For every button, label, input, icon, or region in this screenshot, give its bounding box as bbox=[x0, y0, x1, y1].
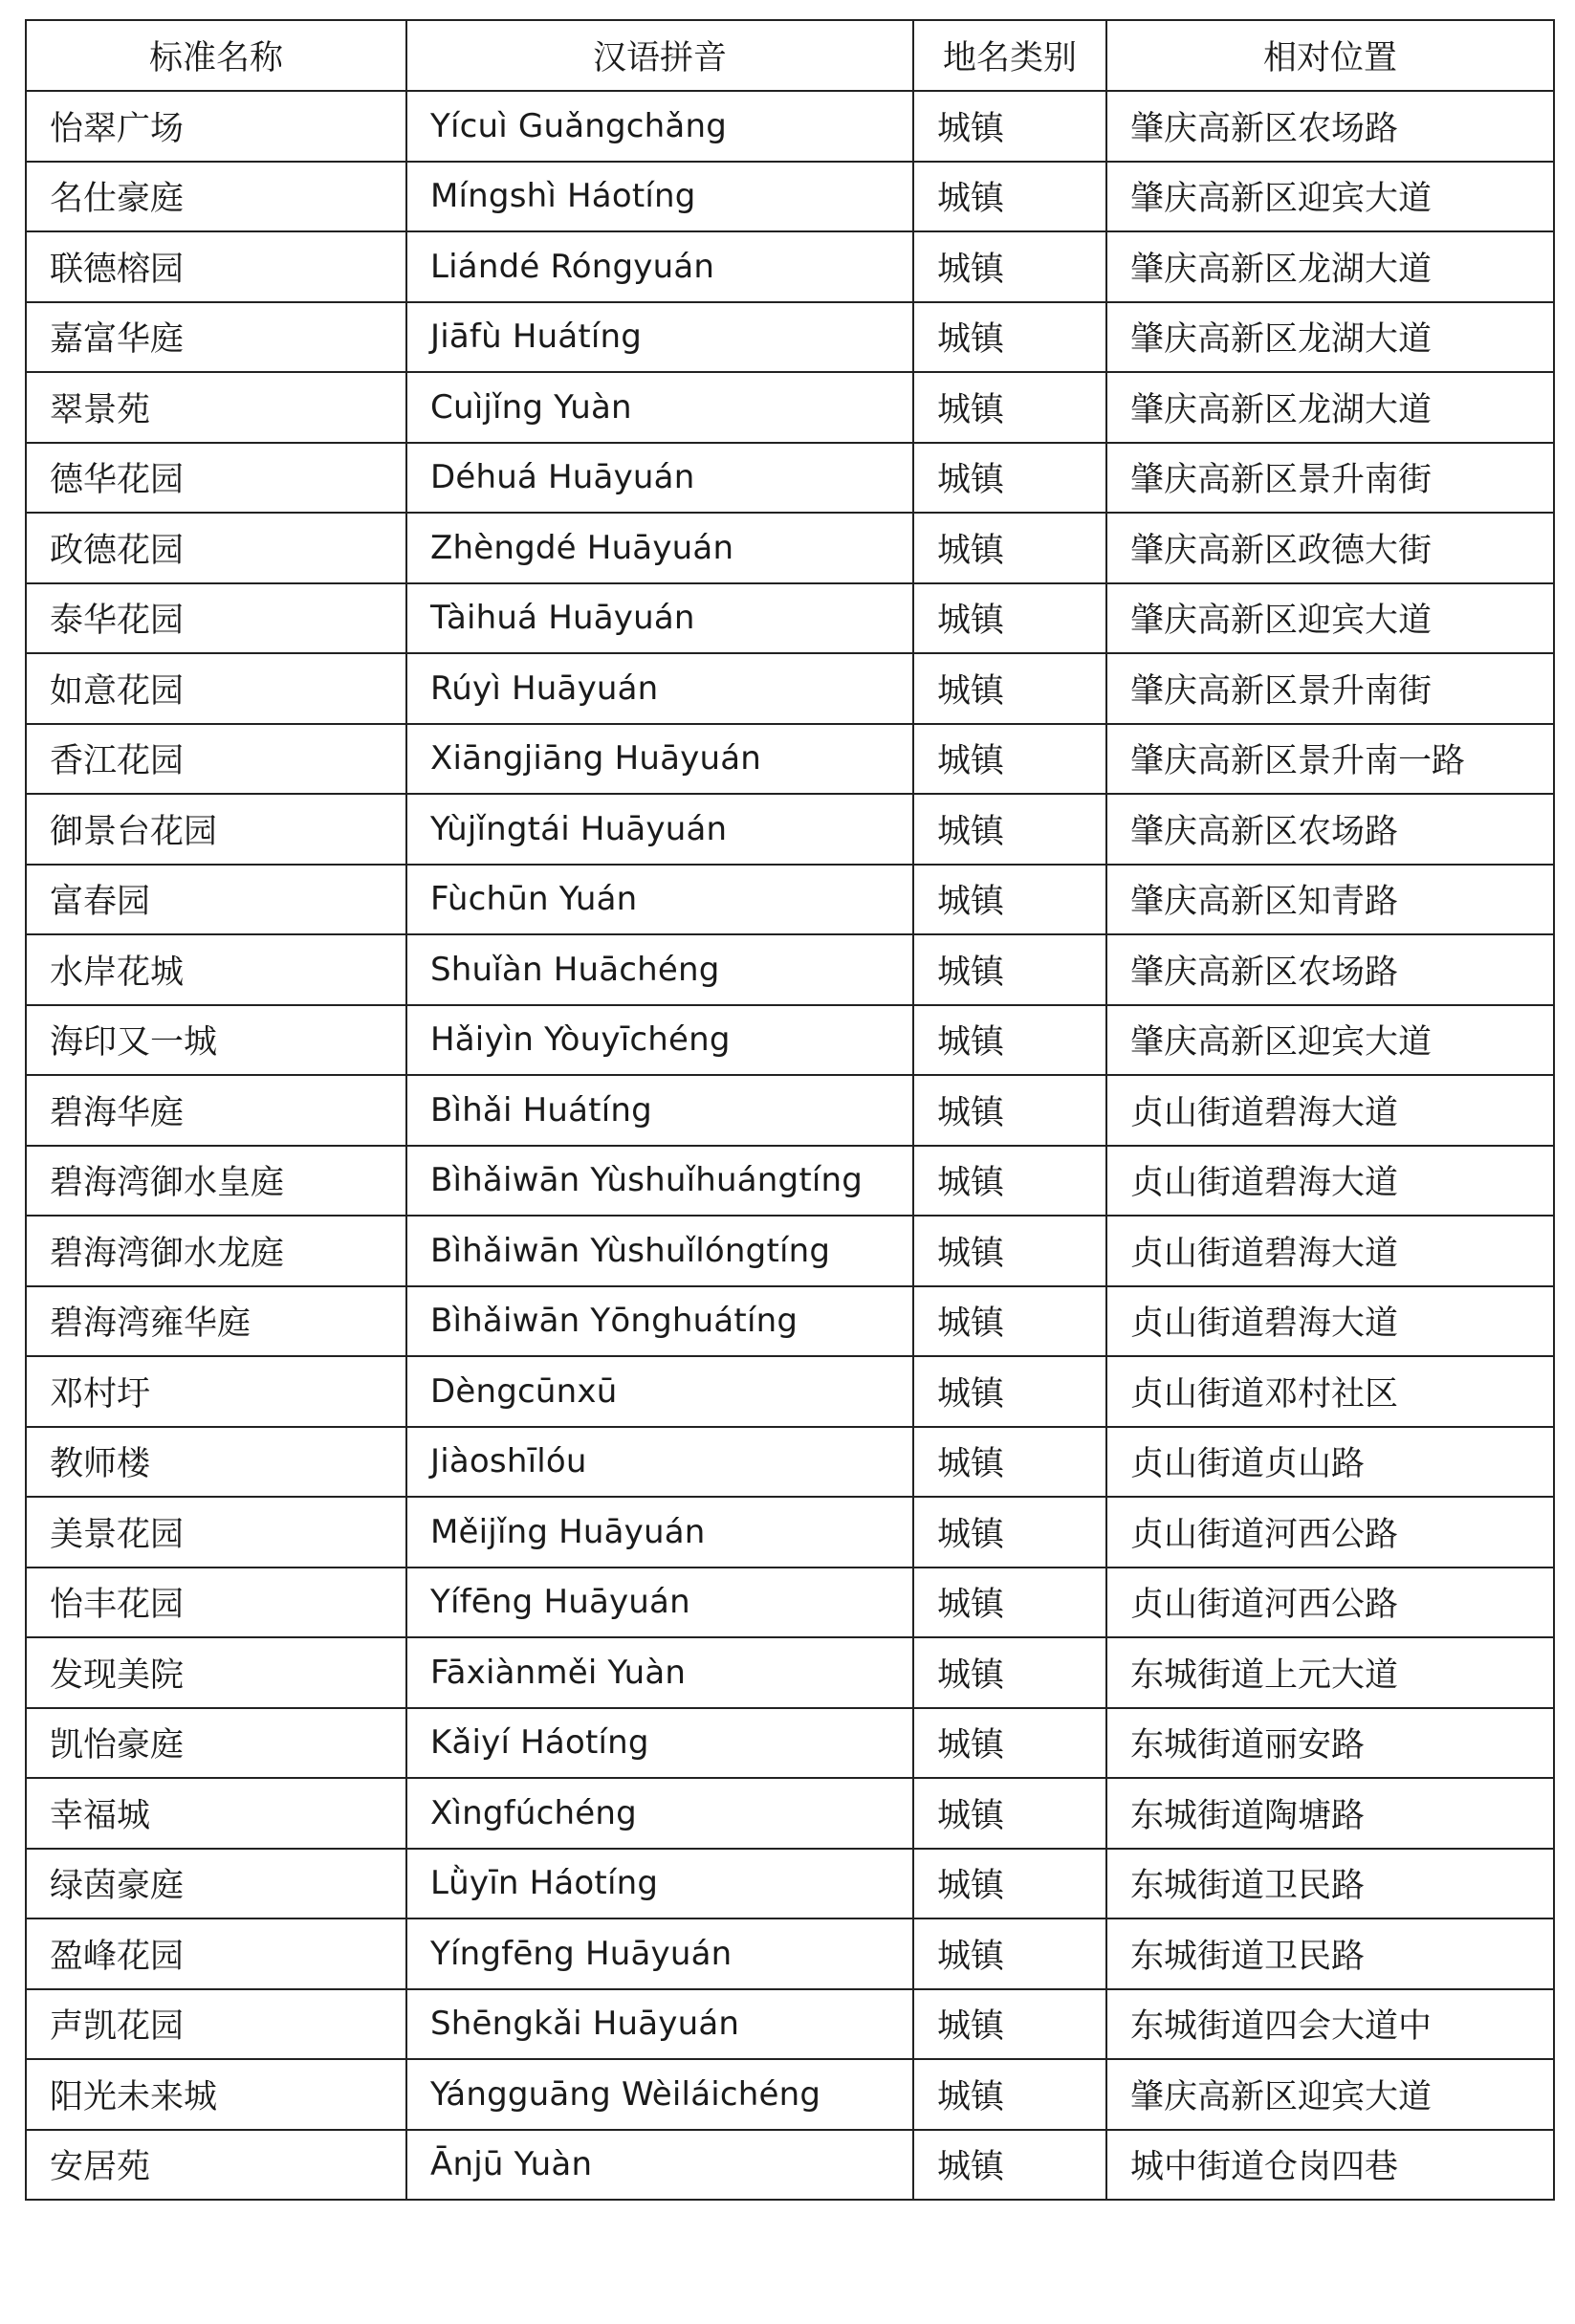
cell-category: 城镇 bbox=[913, 1286, 1106, 1357]
cell-standard-name: 碧海湾御水皇庭 bbox=[26, 1146, 406, 1217]
table-row bbox=[26, 1075, 1554, 1146]
cell-standard-name: 如意花园 bbox=[26, 653, 406, 724]
table-row bbox=[26, 91, 1554, 162]
cell-pinyin: Jiāfù Huátíng bbox=[406, 302, 913, 373]
cell-location: 肇庆高新区龙湖大道 bbox=[1106, 372, 1554, 443]
table-row bbox=[26, 653, 1554, 724]
cell-location: 贞山街道邓村社区 bbox=[1106, 1356, 1554, 1427]
cell-location: 肇庆高新区迎宾大道 bbox=[1106, 162, 1554, 232]
cell-category: 城镇 bbox=[913, 1918, 1106, 1989]
cell-location: 东城街道丽安路 bbox=[1106, 1708, 1554, 1779]
table-row bbox=[26, 934, 1554, 1005]
cell-category: 城镇 bbox=[913, 1216, 1106, 1286]
cell-category: 城镇 bbox=[913, 1075, 1106, 1146]
cell-category: 城镇 bbox=[913, 1146, 1106, 1217]
table-row bbox=[26, 231, 1554, 302]
cell-pinyin: Rúyì Huāyuán bbox=[406, 653, 913, 724]
table-row bbox=[26, 1989, 1554, 2060]
cell-pinyin: Shuǐàn Huāchéng bbox=[406, 934, 913, 1005]
cell-standard-name: 水岸花城 bbox=[26, 934, 406, 1005]
cell-location: 贞山街道碧海大道 bbox=[1106, 1286, 1554, 1357]
table-row bbox=[26, 865, 1554, 935]
table-header bbox=[26, 20, 1554, 91]
table-row bbox=[26, 372, 1554, 443]
table-row bbox=[26, 162, 1554, 232]
table-row bbox=[26, 1356, 1554, 1427]
cell-location: 肇庆高新区农场路 bbox=[1106, 794, 1554, 865]
table-row bbox=[26, 1708, 1554, 1779]
cell-standard-name: 盈峰花园 bbox=[26, 1918, 406, 1989]
cell-location: 肇庆高新区农场路 bbox=[1106, 91, 1554, 162]
cell-standard-name: 海印又一城 bbox=[26, 1005, 406, 1076]
cell-pinyin: Yùjǐngtái Huāyuán bbox=[406, 794, 913, 865]
cell-category: 城镇 bbox=[913, 91, 1106, 162]
cell-standard-name: 美景花园 bbox=[26, 1497, 406, 1568]
cell-pinyin: Xiāngjiāng Huāyuán bbox=[406, 724, 913, 795]
table-row bbox=[26, 1568, 1554, 1638]
cell-pinyin: Fùchūn Yuán bbox=[406, 865, 913, 935]
header-row bbox=[26, 20, 1554, 91]
cell-pinyin: Lǜyīn Háotíng bbox=[406, 1849, 913, 1919]
table-row bbox=[26, 1286, 1554, 1357]
cell-pinyin: Liándé Róngyuán bbox=[406, 231, 913, 302]
cell-pinyin: Yícuì Guǎngchǎng bbox=[406, 91, 913, 162]
cell-location: 东城街道陶塘路 bbox=[1106, 1778, 1554, 1849]
table-row bbox=[26, 302, 1554, 373]
cell-standard-name: 政德花园 bbox=[26, 513, 406, 583]
cell-standard-name: 碧海湾御水龙庭 bbox=[26, 1216, 406, 1286]
cell-location: 肇庆高新区龙湖大道 bbox=[1106, 231, 1554, 302]
cell-location: 肇庆高新区景升南一路 bbox=[1106, 724, 1554, 795]
cell-pinyin: Míngshì Háotíng bbox=[406, 162, 913, 232]
cell-location: 东城街道卫民路 bbox=[1106, 1918, 1554, 1989]
cell-standard-name: 泰华花园 bbox=[26, 583, 406, 654]
cell-location: 贞山街道河西公路 bbox=[1106, 1568, 1554, 1638]
cell-category: 城镇 bbox=[913, 2130, 1106, 2201]
table-row bbox=[26, 443, 1554, 514]
cell-category: 城镇 bbox=[913, 443, 1106, 514]
table-row bbox=[26, 1497, 1554, 1568]
header-location: 相对位置 bbox=[1106, 20, 1554, 91]
cell-standard-name: 嘉富华庭 bbox=[26, 302, 406, 373]
cell-standard-name: 名仕豪庭 bbox=[26, 162, 406, 232]
cell-location: 肇庆高新区景升南街 bbox=[1106, 653, 1554, 724]
cell-location: 肇庆高新区政德大街 bbox=[1106, 513, 1554, 583]
cell-category: 城镇 bbox=[913, 1568, 1106, 1638]
cell-pinyin: Shēngkǎi Huāyuán bbox=[406, 1989, 913, 2060]
header-standard-name: 标准名称 bbox=[26, 20, 406, 91]
cell-pinyin: Fāxiànměi Yuàn bbox=[406, 1637, 913, 1708]
table-row bbox=[26, 1778, 1554, 1849]
table-row bbox=[26, 1005, 1554, 1076]
cell-category: 城镇 bbox=[913, 162, 1106, 232]
cell-standard-name: 邓村圩 bbox=[26, 1356, 406, 1427]
cell-category: 城镇 bbox=[913, 231, 1106, 302]
cell-standard-name: 香江花园 bbox=[26, 724, 406, 795]
place-names-table bbox=[25, 19, 1555, 2201]
cell-pinyin: Déhuá Huāyuán bbox=[406, 443, 913, 514]
cell-pinyin: Ānjū Yuàn bbox=[406, 2130, 913, 2201]
cell-category: 城镇 bbox=[913, 1849, 1106, 1919]
cell-standard-name: 发现美院 bbox=[26, 1637, 406, 1708]
table-row bbox=[26, 513, 1554, 583]
cell-location: 贞山街道碧海大道 bbox=[1106, 1075, 1554, 1146]
cell-standard-name: 御景台花园 bbox=[26, 794, 406, 865]
cell-category: 城镇 bbox=[913, 583, 1106, 654]
cell-standard-name: 怡翠广场 bbox=[26, 91, 406, 162]
cell-location: 贞山街道碧海大道 bbox=[1106, 1146, 1554, 1217]
table-row bbox=[26, 1637, 1554, 1708]
cell-category: 城镇 bbox=[913, 865, 1106, 935]
cell-location: 东城街道卫民路 bbox=[1106, 1849, 1554, 1919]
cell-category: 城镇 bbox=[913, 1708, 1106, 1779]
cell-location: 肇庆高新区农场路 bbox=[1106, 934, 1554, 1005]
cell-standard-name: 怡丰花园 bbox=[26, 1568, 406, 1638]
cell-category: 城镇 bbox=[913, 1497, 1106, 1568]
cell-pinyin: Xìngfúchéng bbox=[406, 1778, 913, 1849]
cell-category: 城镇 bbox=[913, 1989, 1106, 2060]
cell-pinyin: Jiàoshīlóu bbox=[406, 1427, 913, 1498]
cell-location: 贞山街道河西公路 bbox=[1106, 1497, 1554, 1568]
cell-category: 城镇 bbox=[913, 2059, 1106, 2130]
cell-location: 肇庆高新区迎宾大道 bbox=[1106, 1005, 1554, 1076]
cell-pinyin: Dèngcūnxū bbox=[406, 1356, 913, 1427]
cell-location: 肇庆高新区知青路 bbox=[1106, 865, 1554, 935]
cell-standard-name: 幸福城 bbox=[26, 1778, 406, 1849]
cell-pinyin: Yíngfēng Huāyuán bbox=[406, 1918, 913, 1989]
cell-standard-name: 翠景苑 bbox=[26, 372, 406, 443]
cell-standard-name: 富春园 bbox=[26, 865, 406, 935]
cell-standard-name: 凯怡豪庭 bbox=[26, 1708, 406, 1779]
header-category: 地名类别 bbox=[913, 20, 1106, 91]
cell-category: 城镇 bbox=[913, 724, 1106, 795]
cell-category: 城镇 bbox=[913, 302, 1106, 373]
cell-pinyin: Bìhǎi Huátíng bbox=[406, 1075, 913, 1146]
table-row bbox=[26, 1918, 1554, 1989]
table-row bbox=[26, 724, 1554, 795]
cell-category: 城镇 bbox=[913, 1005, 1106, 1076]
cell-pinyin: Měijǐng Huāyuán bbox=[406, 1497, 913, 1568]
cell-category: 城镇 bbox=[913, 934, 1106, 1005]
cell-standard-name: 绿茵豪庭 bbox=[26, 1849, 406, 1919]
cell-pinyin: Kǎiyí Háotíng bbox=[406, 1708, 913, 1779]
cell-location: 城中街道仓岗四巷 bbox=[1106, 2130, 1554, 2201]
table-row bbox=[26, 1427, 1554, 1498]
cell-location: 肇庆高新区景升南街 bbox=[1106, 443, 1554, 514]
table-body bbox=[26, 91, 1554, 2200]
cell-standard-name: 联德榕园 bbox=[26, 231, 406, 302]
cell-category: 城镇 bbox=[913, 1356, 1106, 1427]
cell-category: 城镇 bbox=[913, 372, 1106, 443]
cell-category: 城镇 bbox=[913, 1778, 1106, 1849]
cell-category: 城镇 bbox=[913, 653, 1106, 724]
cell-pinyin: Yífēng Huāyuán bbox=[406, 1568, 913, 1638]
cell-pinyin: Hǎiyìn Yòuyīchéng bbox=[406, 1005, 913, 1076]
cell-pinyin: Bìhǎiwān Yōnghuátíng bbox=[406, 1286, 913, 1357]
cell-standard-name: 碧海湾雍华庭 bbox=[26, 1286, 406, 1357]
cell-location: 肇庆高新区迎宾大道 bbox=[1106, 583, 1554, 654]
header-pinyin: 汉语拼音 bbox=[406, 20, 913, 91]
cell-standard-name: 安居苑 bbox=[26, 2130, 406, 2201]
cell-category: 城镇 bbox=[913, 794, 1106, 865]
cell-pinyin: Bìhǎiwān Yùshuǐlóngtíng bbox=[406, 1216, 913, 1286]
cell-pinyin: Yángguāng Wèiláichéng bbox=[406, 2059, 913, 2130]
table-row bbox=[26, 2130, 1554, 2201]
cell-pinyin: Cuìjǐng Yuàn bbox=[406, 372, 913, 443]
cell-location: 贞山街道贞山路 bbox=[1106, 1427, 1554, 1498]
cell-category: 城镇 bbox=[913, 1637, 1106, 1708]
cell-standard-name: 声凯花园 bbox=[26, 1989, 406, 2060]
cell-standard-name: 碧海华庭 bbox=[26, 1075, 406, 1146]
cell-pinyin: Bìhǎiwān Yùshuǐhuángtíng bbox=[406, 1146, 913, 1217]
table-row bbox=[26, 1146, 1554, 1217]
table-row bbox=[26, 1216, 1554, 1286]
cell-location: 肇庆高新区迎宾大道 bbox=[1106, 2059, 1554, 2130]
cell-category: 城镇 bbox=[913, 1427, 1106, 1498]
cell-pinyin: Tàihuá Huāyuán bbox=[406, 583, 913, 654]
table-row bbox=[26, 583, 1554, 654]
cell-standard-name: 德华花园 bbox=[26, 443, 406, 514]
cell-standard-name: 教师楼 bbox=[26, 1427, 406, 1498]
cell-location: 贞山街道碧海大道 bbox=[1106, 1216, 1554, 1286]
table-row bbox=[26, 1849, 1554, 1919]
cell-category: 城镇 bbox=[913, 513, 1106, 583]
cell-location: 东城街道上元大道 bbox=[1106, 1637, 1554, 1708]
cell-location: 东城街道四会大道中 bbox=[1106, 1989, 1554, 2060]
cell-pinyin: Zhèngdé Huāyuán bbox=[406, 513, 913, 583]
table-row bbox=[26, 2059, 1554, 2130]
cell-location: 肇庆高新区龙湖大道 bbox=[1106, 302, 1554, 373]
cell-standard-name: 阳光未来城 bbox=[26, 2059, 406, 2130]
table-row bbox=[26, 794, 1554, 865]
